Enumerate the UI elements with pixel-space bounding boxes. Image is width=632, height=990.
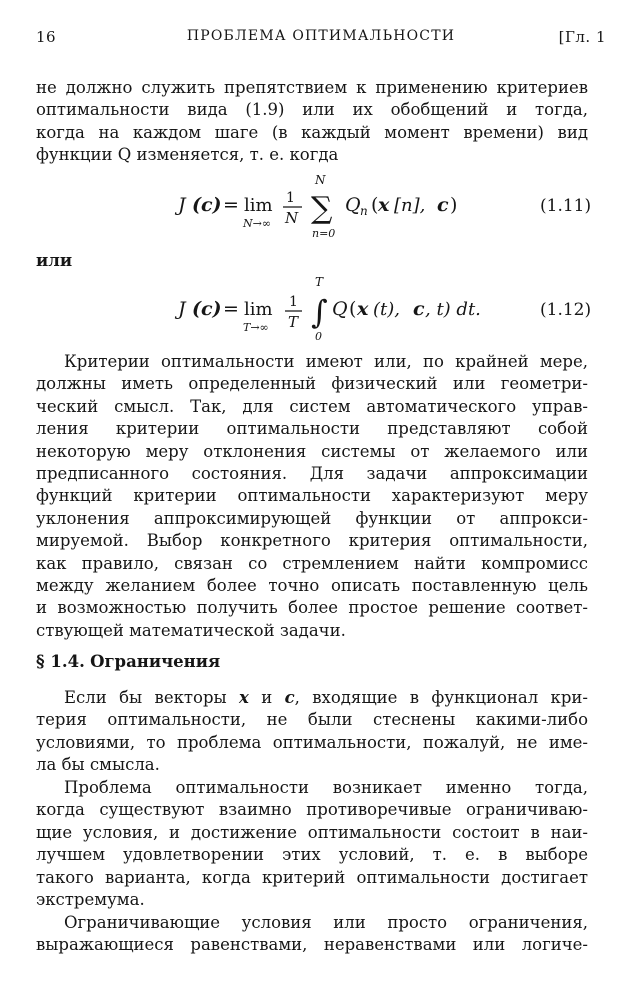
eq-symbol: x (357, 298, 369, 320)
eq-symbol: ( (349, 298, 357, 320)
text-line: предписанного состояния. Для задачи аппроксимации (36, 463, 588, 483)
text-line: условиями, то проблема оптимальности, пожалуй, не име- (36, 732, 588, 752)
paragraph-1 (36, 77, 588, 167)
equation-1-12-formula (0, 270, 632, 350)
text-line: когда на каждом шаге (в каждый момент времени) вид (36, 122, 588, 142)
text-line: экстремума. (36, 889, 145, 909)
text-line: ческий смысл. Так, для систем автоматического управ- (36, 396, 588, 416)
text-line: должны иметь определенный физический или геометри- (36, 374, 588, 394)
paragraph-5 (36, 912, 588, 957)
equation-number: (1.12) (540, 300, 592, 320)
section-heading (36, 651, 588, 673)
section-number: § 1.4. (36, 652, 85, 671)
text-line: Ограничивающие условия или просто ограничения, (64, 913, 588, 932)
equation-number: (1.11) (540, 196, 592, 216)
text-line: мируемой. Выбор конкретного критерия оптимальности, (36, 531, 588, 551)
eq-symbol: T (315, 275, 324, 289)
text-line: между желанием более точно описать поставленную цель (36, 575, 588, 595)
eq-symbol: c (437, 194, 449, 216)
running-title: ПРОБЛЕМА ОПТИМАЛЬНОСТИ (186, 28, 456, 44)
eq-symbol: 1 (289, 294, 298, 310)
paragraph-3 (36, 687, 588, 777)
equation-1-12 (0, 270, 632, 350)
eq-symbol: N→∞ (243, 217, 272, 230)
eq-symbol: ( (371, 194, 379, 216)
eq-symbol: n=0 (312, 227, 336, 240)
text-line: лучшем удовлетворении этих условий, т. е. в выборе (36, 845, 588, 865)
text-line: ствующей математической задачи. (36, 620, 346, 640)
chapter-marker: [Гл. 1 (558, 28, 606, 46)
eq-symbol: Q (345, 194, 361, 216)
eq-symbol: (c) (192, 194, 222, 216)
eq-symbol: T (288, 313, 299, 331)
page-number: 16 (36, 28, 57, 46)
text-line: такого варианта, когда критерий оптимальности достигает (36, 867, 588, 887)
paragraph-2 (36, 351, 588, 642)
eq-symbol: , t) dt. (425, 299, 481, 320)
eq-symbol: c (413, 298, 425, 320)
eq-symbol: 0 (315, 330, 322, 343)
text-line: выражающиеся равенствами, неравенствами или логиче- (36, 935, 588, 955)
paragraph-4 (36, 777, 588, 911)
text-line: оптимальности вида (1.9) или их обобщений и тогда, (36, 100, 588, 120)
eq-symbol: T→∞ (243, 321, 269, 334)
text-line: и возможностью получить более простое решение соответ- (36, 598, 588, 618)
eq-symbol: x (378, 194, 390, 216)
section-title: Ограничения (90, 652, 221, 671)
integral-sign: ∫ (311, 293, 328, 331)
eq-symbol: lim (244, 299, 273, 320)
text-line: когда существуют взаимно противоречивые ограничиваю- (36, 800, 588, 820)
text-line: некоторую меру отклонения системы от желаемого или (36, 441, 588, 461)
text-line: ления критерии оптимальности представляют собой (36, 419, 588, 439)
text-line: Проблема оптимальности возникает именно тогда, (64, 778, 588, 797)
text-line: функций критерии оптимальности характеризуют меру (36, 486, 588, 506)
eq-symbol: (c) (192, 298, 222, 320)
eq-symbol: Q (332, 298, 348, 320)
eq-symbol: J (178, 298, 186, 320)
text-line: Если бы векторы x и c, входящие в функционал кри- (64, 688, 588, 707)
eq-symbol: 1 (286, 190, 295, 206)
eq-symbol: (t), (373, 299, 400, 320)
eq-symbol: N (285, 209, 299, 227)
eq-symbol: n (360, 204, 368, 218)
text-line: как правило, связан со стремлением найти компромисс (36, 553, 588, 573)
equation-1-11 (0, 168, 632, 248)
text-line: ла бы смысла. (36, 755, 160, 775)
eq-symbol: J (178, 194, 186, 216)
eq-symbol: [n], (394, 195, 426, 216)
text-line: не должно служить препятствием к применению критериев (36, 78, 588, 97)
text-line: функции Q изменяется, т. е. когда (36, 145, 339, 165)
sum-sign: ∑ (311, 191, 333, 226)
text-line: уклонения аппроксимирующей функции от аппрокси- (36, 508, 588, 528)
text-line: терия оптимальности, не были стеснены какими-либо (36, 710, 588, 730)
equation-1-11-formula (0, 168, 632, 248)
eq-symbol: = (223, 194, 239, 216)
connector-word: или (36, 251, 73, 270)
eq-symbol: = (223, 298, 239, 320)
text-line: щие условия, и достижение оптимальности состоит в наи- (36, 822, 588, 842)
eq-symbol: lim (244, 195, 273, 216)
eq-symbol: N (315, 173, 326, 187)
eq-symbol: ) (450, 194, 458, 216)
text-line: Критерии оптимальности имеют или, по крайней мере, (64, 352, 588, 371)
running-header (36, 28, 606, 52)
